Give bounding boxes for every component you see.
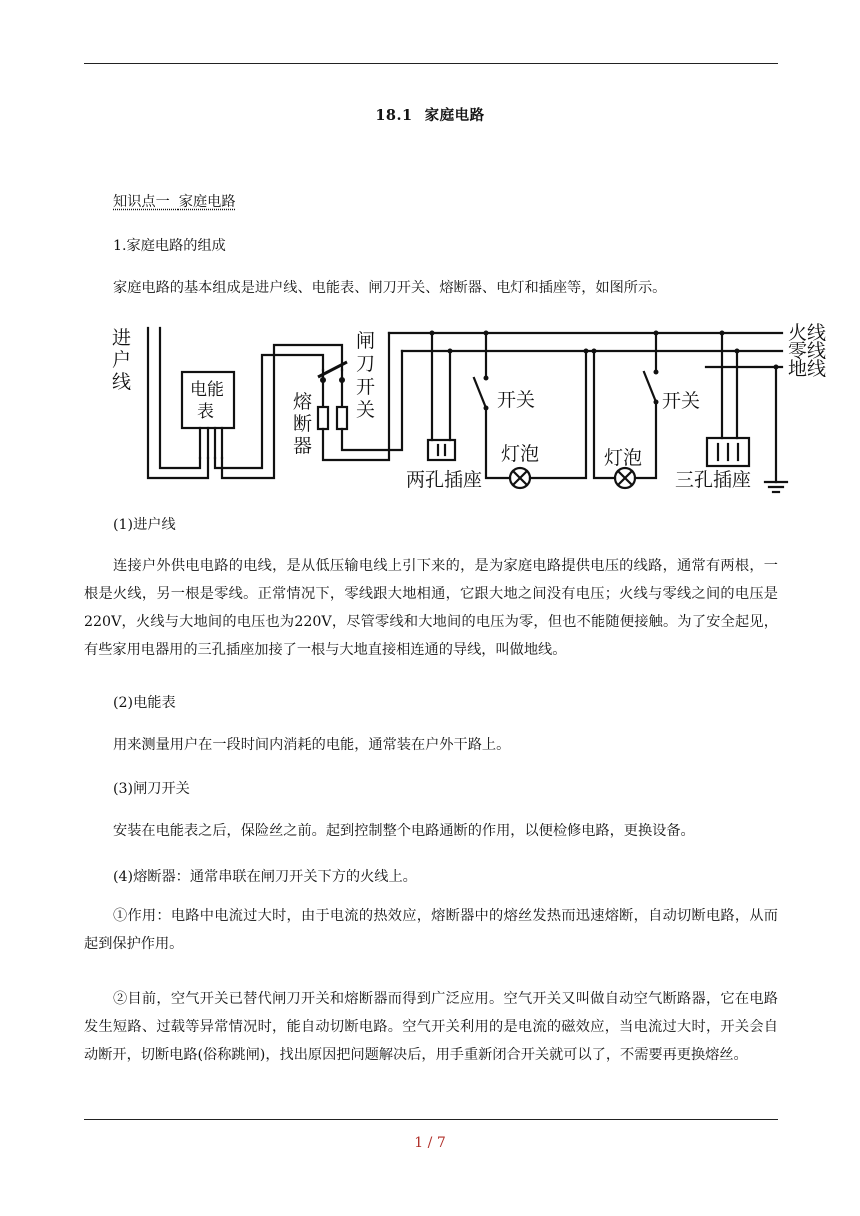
- section-name: 家庭电路: [178, 194, 236, 210]
- item-service-line-heading: (1)进户线: [113, 517, 176, 533]
- item-fuse-role: ①作用：电路中电流过大时，由于电流的热效应，熔断器中的熔丝发热而迅速熔断，自动切断电路，从而起到保护作用。: [84, 908, 778, 952]
- item-meter-body: 用来测量用户在一段时间内消耗的电能，通常装在户外干路上。: [113, 737, 511, 753]
- fuse-right: [337, 407, 347, 429]
- label-two-pin-socket: 两孔插座: [406, 469, 483, 491]
- label-service-line-2: 户: [112, 349, 132, 371]
- label-switch-2: 开关: [662, 390, 701, 412]
- label-service-line-1: 进: [112, 327, 132, 349]
- section-heading: [113, 192, 236, 212]
- label-bulb-1: 灯泡: [501, 443, 540, 465]
- label-switch-1: 开关: [497, 389, 536, 411]
- item-fuse-now: ②目前，空气开关已替代闸刀开关和熔断器而得到广泛应用。空气开关又叫做自动空气断路器，它在电路发生短路、过载等异常情况时，能自动切断电路。空气开关利用的是电流的磁效应，当电流过大时，开关会自动断开，切断电路(俗称跳闸)，找出原因把问题解决后，用手重新闭合开关就可以了，不需要再更换熔丝。: [84, 991, 778, 1063]
- label-fuse-3: 器: [293, 435, 313, 457]
- header-rule: [84, 63, 778, 64]
- label-meter-2: 表: [197, 402, 214, 422]
- title-number: 18.1: [375, 107, 413, 124]
- label-knife-3: 开: [356, 376, 376, 398]
- item-service-line-body: 连接户外供电电路的电线，是从低压输电线上引下来的，是为家庭电路提供电压的线路，通常有两根，一根是火线，另一根是零线。正常情况下，零线跟大地相通，它跟大地之间没有电压；火线与零线之间的电压是220V，火线与大地间的电压也为220V，尽管零线和大地间的电压为零，但也不能随便接触。为了安全起见，有些家用电器用的三孔插座加接了一根与大地直接相连通的导线，叫做地线。: [84, 558, 778, 658]
- intro-paragraph: 家庭电路的基本组成是进户线、电能表、闸刀开关、熔断器、电灯和插座等，如图所示。: [113, 280, 667, 296]
- two-pin-socket: [428, 440, 455, 460]
- household-circuit-diagram: [110, 320, 827, 500]
- page-total: 7: [436, 1135, 446, 1151]
- page-separator: /: [427, 1135, 433, 1151]
- label-neutral: 零线: [788, 340, 827, 362]
- label-knife-4: 关: [356, 399, 376, 421]
- label-live: 火线: [788, 322, 827, 344]
- label-fuse-1: 熔: [293, 391, 313, 413]
- page-number: 1: [414, 1135, 424, 1151]
- item-fuse-heading: (4)熔断器：通常串联在闸刀开关下方的火线上。: [113, 869, 417, 885]
- fuse-left: [318, 407, 328, 429]
- item-knife-switch-heading: (3)闸刀开关: [113, 781, 190, 797]
- label-ground: 地线: [788, 358, 827, 380]
- label-service-line-3: 线: [112, 371, 132, 393]
- label-three-pin-socket: 三孔插座: [675, 469, 752, 491]
- page-title: [0, 104, 860, 125]
- label-knife-1: 闸: [356, 330, 376, 352]
- page-footer: [0, 1135, 860, 1151]
- label-knife-2: 刀: [356, 353, 376, 375]
- section-prefix: 知识点一: [113, 194, 170, 210]
- label-meter-1: 电能: [190, 380, 224, 400]
- footer-rule: [84, 1119, 778, 1120]
- item-meter-heading: (2)电能表: [113, 695, 176, 711]
- label-fuse-2: 断: [293, 413, 313, 435]
- subheading-composition: 1.家庭电路的组成: [113, 238, 226, 254]
- item-knife-switch-body: 安装在电能表之后，保险丝之前。起到控制整个电路通断的作用，以便检修电路，更换设备。: [113, 823, 695, 839]
- label-bulb-2: 灯泡: [604, 447, 643, 469]
- title-text: 家庭电路: [424, 107, 485, 124]
